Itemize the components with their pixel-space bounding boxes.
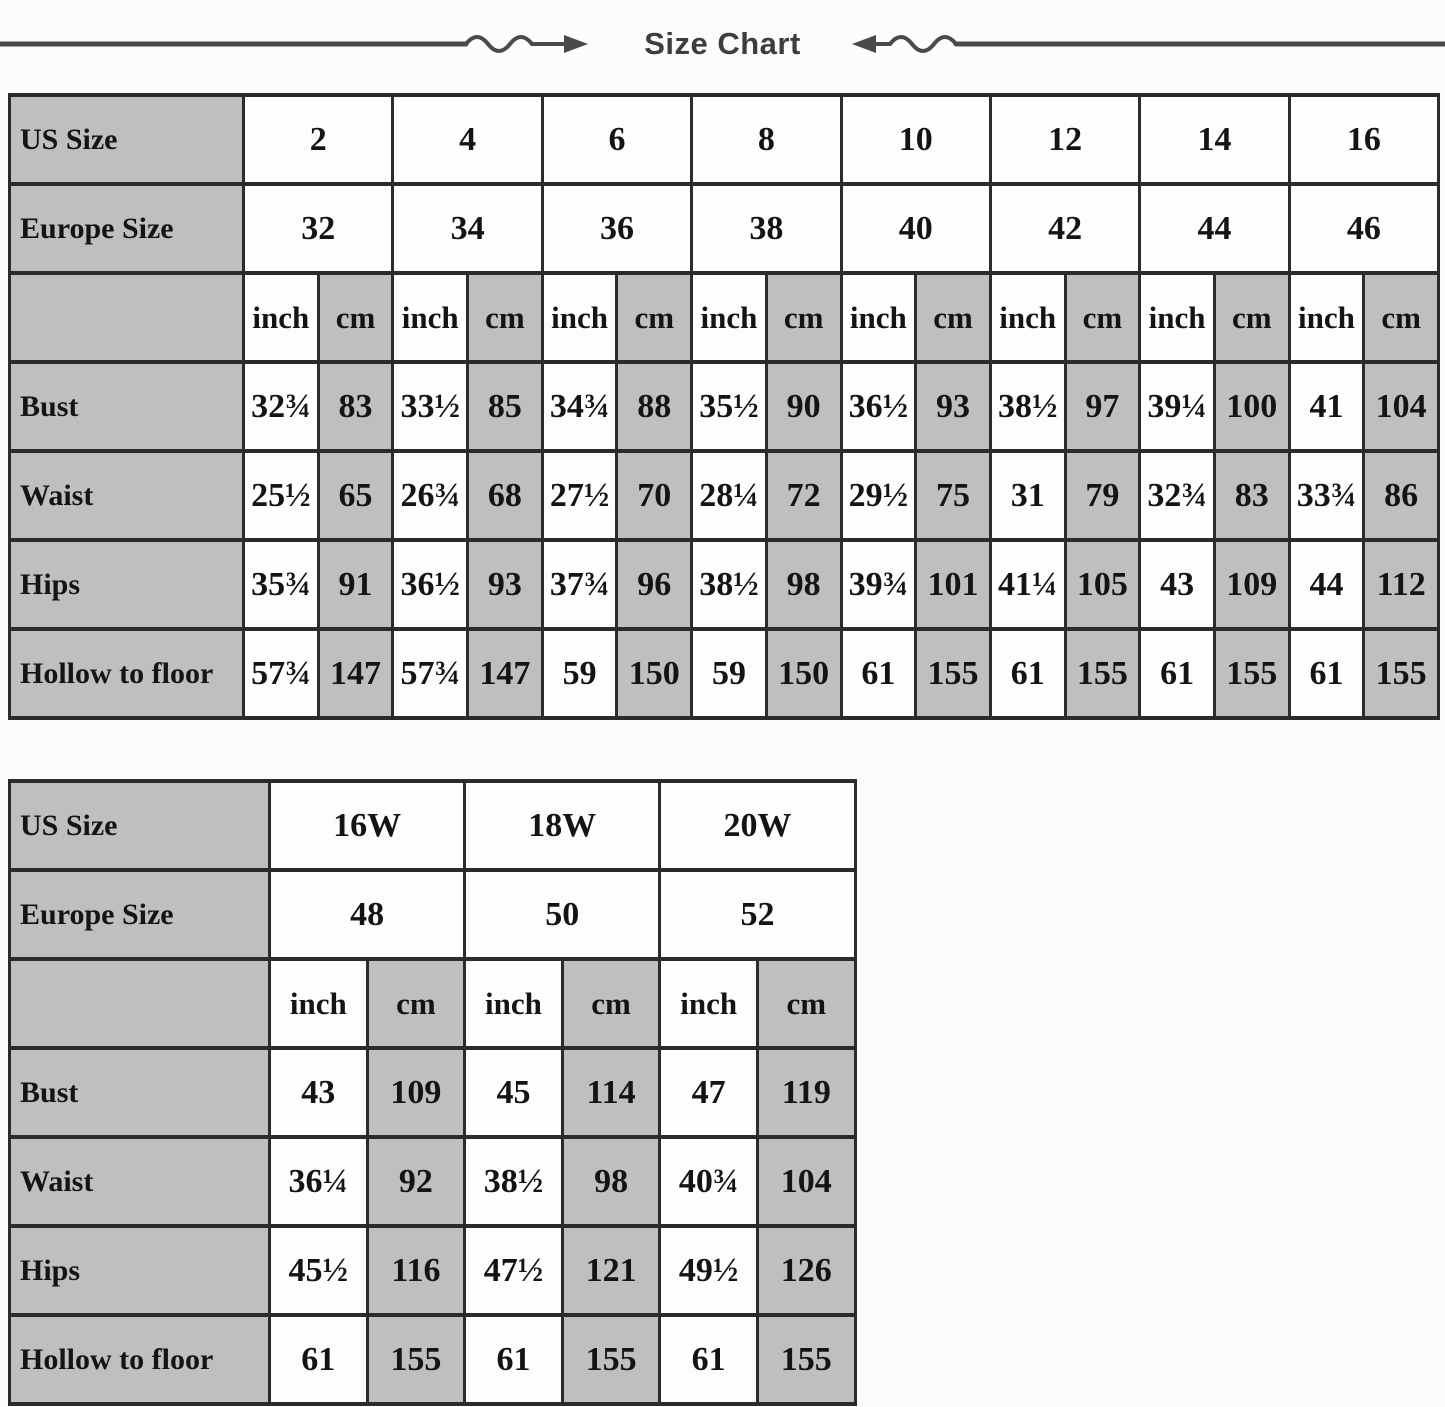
- unit-inch-header: inch: [465, 959, 563, 1048]
- us-size-value: 12: [990, 95, 1139, 184]
- europe-size-row: [10, 870, 856, 959]
- waist-cm-value: 72: [766, 451, 841, 540]
- hips-inch-value: 38½: [692, 540, 767, 629]
- waist-inch-value: 27½: [542, 451, 617, 540]
- unit-cm-header: cm: [1364, 273, 1439, 362]
- waist-inch-value: 33¾: [1289, 451, 1364, 540]
- corner-cell: [10, 959, 270, 1048]
- waist-cm-value: 70: [617, 451, 692, 540]
- row-label-hollow-to-floor: Hollow to floor: [10, 629, 244, 718]
- unit-header-row: [10, 959, 856, 1048]
- unit-inch-header: inch: [1140, 273, 1215, 362]
- hollow-to-floor-cm-value: 147: [468, 629, 543, 718]
- hollow-to-floor-cm-value: 155: [1214, 629, 1289, 718]
- hollow-to-floor-inch-value: 61: [1140, 629, 1215, 718]
- unit-inch-header: inch: [542, 273, 617, 362]
- europe-size-value: 36: [542, 184, 691, 273]
- unit-inch-header: inch: [244, 273, 319, 362]
- page-title: Size Chart: [644, 26, 801, 61]
- us-size-row: [10, 95, 1439, 184]
- bust-inch-value: 47: [660, 1048, 758, 1137]
- europe-size-value: 50: [465, 870, 660, 959]
- hollow-to-floor-inch-value: 59: [542, 629, 617, 718]
- hollow-to-floor-cm-value: 147: [318, 629, 393, 718]
- unit-cm-header: cm: [916, 273, 991, 362]
- us-size-row: [10, 781, 856, 870]
- europe-size-value: 32: [244, 184, 393, 273]
- hollow-to-floor-cm-value: 155: [916, 629, 991, 718]
- bust-inch-value: 33½: [393, 362, 468, 451]
- waist-inch-value: 29½: [841, 451, 916, 540]
- us-size-value: 14: [1140, 95, 1289, 184]
- hips-cm-value: 98: [766, 540, 841, 629]
- plus-size-table: [8, 779, 857, 1406]
- waist-cm-value: 65: [318, 451, 393, 540]
- europe-size-value: 34: [393, 184, 542, 273]
- row-label-bust: Bust: [10, 1048, 270, 1137]
- hollow-to-floor-inch-value: 61: [841, 629, 916, 718]
- hollow-to-floor-row: [10, 629, 1439, 718]
- waist-inch-value: 31: [990, 451, 1065, 540]
- hips-inch-value: 39¾: [841, 540, 916, 629]
- unit-inch-header: inch: [1289, 273, 1364, 362]
- hollow-to-floor-cm-value: 155: [757, 1315, 855, 1404]
- hips-inch-value: 44: [1289, 540, 1364, 629]
- bust-cm-value: 97: [1065, 362, 1140, 451]
- hollow-to-floor-row: [10, 1315, 856, 1404]
- hollow-to-floor-cm-value: 150: [617, 629, 692, 718]
- waist-inch-value: 38½: [465, 1137, 563, 1226]
- row-label-hips: Hips: [10, 540, 244, 629]
- unit-cm-header: cm: [468, 273, 543, 362]
- hips-inch-value: 35¾: [244, 540, 319, 629]
- hips-cm-value: 109: [1214, 540, 1289, 629]
- waist-inch-value: 26¾: [393, 451, 468, 540]
- plus-sizes-grid: [8, 779, 857, 1406]
- waist-cm-value: 68: [468, 451, 543, 540]
- hips-row: [10, 1226, 856, 1315]
- bust-inch-value: 35½: [692, 362, 767, 451]
- unit-cm-header: cm: [1065, 273, 1140, 362]
- us-size-value: 16W: [270, 781, 465, 870]
- bust-inch-value: 39¼: [1140, 362, 1215, 451]
- bust-cm-value: 100: [1214, 362, 1289, 451]
- waist-cm-value: 75: [916, 451, 991, 540]
- hollow-to-floor-inch-value: 61: [660, 1315, 758, 1404]
- hollow-to-floor-inch-value: 57¾: [244, 629, 319, 718]
- bust-cm-value: 85: [468, 362, 543, 451]
- europe-size-value: 46: [1289, 184, 1438, 273]
- waist-inch-value: 28¼: [692, 451, 767, 540]
- row-label-us-size: US Size: [10, 95, 244, 184]
- bust-cm-value: 93: [916, 362, 991, 451]
- waist-cm-value: 92: [367, 1137, 465, 1226]
- unit-inch-header: inch: [270, 959, 368, 1048]
- bust-cm-value: 109: [367, 1048, 465, 1137]
- hollow-to-floor-inch-value: 61: [990, 629, 1065, 718]
- row-label-bust: Bust: [10, 362, 244, 451]
- hips-cm-value: 93: [468, 540, 543, 629]
- hollow-to-floor-cm-value: 155: [1364, 629, 1439, 718]
- bust-inch-value: 34¾: [542, 362, 617, 451]
- hips-inch-value: 36½: [393, 540, 468, 629]
- row-label-europe-size: Europe Size: [10, 184, 244, 273]
- europe-size-value: 38: [692, 184, 841, 273]
- bust-cm-value: 104: [1364, 362, 1439, 451]
- us-size-value: 6: [542, 95, 691, 184]
- hollow-to-floor-cm-value: 155: [562, 1315, 660, 1404]
- hips-row: [10, 540, 1439, 629]
- waist-row: [10, 1137, 856, 1226]
- hips-cm-value: 126: [757, 1226, 855, 1315]
- unit-inch-header: inch: [990, 273, 1065, 362]
- europe-size-value: 40: [841, 184, 990, 273]
- unit-cm-header: cm: [766, 273, 841, 362]
- waist-inch-value: 25½: [244, 451, 319, 540]
- row-label-europe-size: Europe Size: [10, 870, 270, 959]
- europe-size-value: 52: [660, 870, 855, 959]
- europe-size-row: [10, 184, 1439, 273]
- us-size-value: 18W: [465, 781, 660, 870]
- hips-inch-value: 49½: [660, 1226, 758, 1315]
- unit-header-row: [10, 273, 1439, 362]
- page-header: [0, 0, 1445, 92]
- hollow-to-floor-cm-value: 150: [766, 629, 841, 718]
- hips-cm-value: 96: [617, 540, 692, 629]
- unit-cm-header: cm: [617, 273, 692, 362]
- hollow-to-floor-cm-value: 155: [367, 1315, 465, 1404]
- hips-cm-value: 116: [367, 1226, 465, 1315]
- hips-inch-value: 43: [1140, 540, 1215, 629]
- waist-cm-value: 104: [757, 1137, 855, 1226]
- waist-cm-value: 86: [1364, 451, 1439, 540]
- waist-cm-value: 98: [562, 1137, 660, 1226]
- corner-cell: [10, 273, 244, 362]
- bust-inch-value: 41: [1289, 362, 1364, 451]
- hollow-to-floor-inch-value: 61: [465, 1315, 563, 1404]
- us-size-value: 8: [692, 95, 841, 184]
- bust-cm-value: 83: [318, 362, 393, 451]
- bust-cm-value: 88: [617, 362, 692, 451]
- us-size-value: 10: [841, 95, 990, 184]
- row-label-hips: Hips: [10, 1226, 270, 1315]
- hollow-to-floor-inch-value: 57¾: [393, 629, 468, 718]
- waist-cm-value: 83: [1214, 451, 1289, 540]
- hollow-to-floor-inch-value: 61: [270, 1315, 368, 1404]
- waist-inch-value: 40¾: [660, 1137, 758, 1226]
- unit-cm-header: cm: [562, 959, 660, 1048]
- hips-inch-value: 45½: [270, 1226, 368, 1315]
- bust-cm-value: 90: [766, 362, 841, 451]
- unit-cm-header: cm: [367, 959, 465, 1048]
- unit-inch-header: inch: [393, 273, 468, 362]
- europe-size-value: 42: [990, 184, 1139, 273]
- unit-inch-header: inch: [660, 959, 758, 1048]
- unit-cm-header: cm: [318, 273, 393, 362]
- standard-sizes-grid: [8, 93, 1440, 720]
- us-size-value: 20W: [660, 781, 855, 870]
- bust-cm-value: 119: [757, 1048, 855, 1137]
- bust-inch-value: 45: [465, 1048, 563, 1137]
- hips-cm-value: 112: [1364, 540, 1439, 629]
- unit-cm-header: cm: [757, 959, 855, 1048]
- bust-inch-value: 36½: [841, 362, 916, 451]
- bust-inch-value: 38½: [990, 362, 1065, 451]
- us-size-value: 2: [244, 95, 393, 184]
- waist-inch-value: 32¾: [1140, 451, 1215, 540]
- hollow-to-floor-inch-value: 59: [692, 629, 767, 718]
- row-label-us-size: US Size: [10, 781, 270, 870]
- europe-size-value: 48: [270, 870, 465, 959]
- hollow-to-floor-inch-value: 61: [1289, 629, 1364, 718]
- hips-cm-value: 105: [1065, 540, 1140, 629]
- row-label-hollow-to-floor: Hollow to floor: [10, 1315, 270, 1404]
- bust-inch-value: 43: [270, 1048, 368, 1137]
- standard-size-table: [8, 93, 1440, 720]
- europe-size-value: 44: [1140, 184, 1289, 273]
- hips-cm-value: 91: [318, 540, 393, 629]
- hips-inch-value: 47½: [465, 1226, 563, 1315]
- bust-row: [10, 1048, 856, 1137]
- hollow-to-floor-cm-value: 155: [1065, 629, 1140, 718]
- waist-inch-value: 36¼: [270, 1137, 368, 1226]
- hips-inch-value: 41¼: [990, 540, 1065, 629]
- bust-cm-value: 114: [562, 1048, 660, 1137]
- us-size-value: 4: [393, 95, 542, 184]
- us-size-value: 16: [1289, 95, 1438, 184]
- waist-cm-value: 79: [1065, 451, 1140, 540]
- waist-row: [10, 451, 1439, 540]
- hips-inch-value: 37¾: [542, 540, 617, 629]
- row-label-waist: Waist: [10, 451, 244, 540]
- unit-inch-header: inch: [692, 273, 767, 362]
- bust-inch-value: 32¾: [244, 362, 319, 451]
- bust-row: [10, 362, 1439, 451]
- unit-cm-header: cm: [1214, 273, 1289, 362]
- hips-cm-value: 101: [916, 540, 991, 629]
- unit-inch-header: inch: [841, 273, 916, 362]
- hips-cm-value: 121: [562, 1226, 660, 1315]
- row-label-waist: Waist: [10, 1137, 270, 1226]
